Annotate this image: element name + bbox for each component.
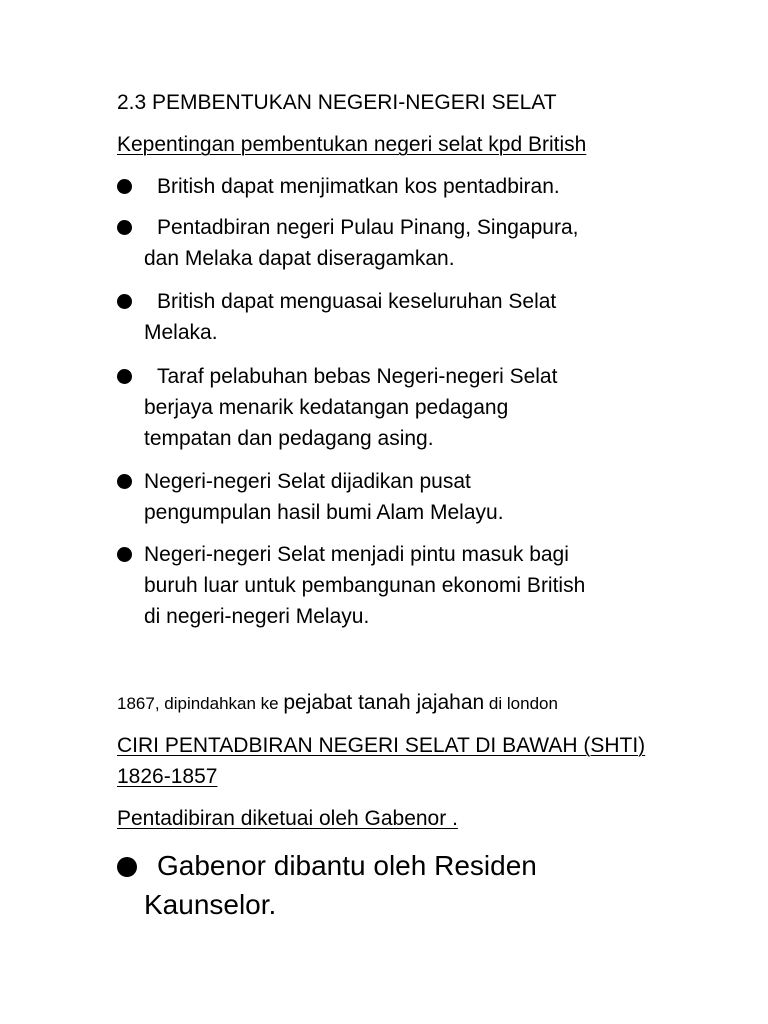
bullet-dot-icon (117, 220, 132, 235)
bullet-line: Negeri-negeri Selat dijadikan pusat (144, 470, 471, 493)
bullet-line: buruh luar untuk pembangunan ekonomi British (144, 574, 586, 597)
note-part-1: 1867, dipindahkan ke (117, 694, 284, 713)
bullet-dot-icon (117, 179, 132, 194)
bullet-dot-icon (117, 857, 137, 877)
bullet-line: Pentadbiran negeri Pulau Pinang, Singapura, (157, 216, 579, 239)
section-title: 2.3 PEMBENTUKAN NEGERI-NEGERI SELAT (117, 91, 557, 114)
bullet-line: Taraf pelabuhan bebas Negeri-negeri Selat (157, 365, 558, 388)
bullet-line: pengumpulan hasil bumi Alam Melayu. (144, 501, 504, 524)
bullet-dot-icon (117, 547, 132, 562)
bullet-line: British dapat menguasai keseluruhan Selat (157, 290, 557, 313)
bullet-dot-icon (117, 294, 132, 309)
heading-2-line-2: 1826-1857 (117, 765, 218, 788)
bullet-dot-icon (117, 369, 132, 384)
bullet-line: British dapat menjimatkan kos pentadbiran. (157, 175, 560, 198)
bullet-dot-icon (117, 474, 132, 489)
bullet-line: dan Melaka dapat diseragamkan. (144, 247, 455, 270)
bullet-line: di negeri-negeri Melayu. (144, 605, 370, 628)
bullet-line: berjaya menarik kedatangan pedagang (144, 396, 509, 419)
subheading: Kepentingan pembentukan negeri selat kpd British (117, 133, 587, 156)
bullet-line: tempatan dan pedagang asing. (144, 427, 434, 450)
bullet-line: Melaka. (144, 321, 218, 344)
subheading-2: Pentadibiran diketuai oleh Gabenor . (117, 807, 458, 830)
heading-2-line-1: CIRI PENTADBIRAN NEGERI SELAT DI BAWAH (SHTI) (117, 734, 646, 757)
note-part-3: di london (484, 694, 558, 713)
note-line (117, 690, 558, 718)
note-part-2: pejabat tanah jajahan (283, 691, 485, 714)
bullet-line: Kaunselor. (144, 889, 277, 920)
bullet-line: Negeri-negeri Selat menjadi pintu masuk bagi (144, 543, 569, 566)
bullet-line: Gabenor dibantu oleh Residen (157, 850, 537, 881)
